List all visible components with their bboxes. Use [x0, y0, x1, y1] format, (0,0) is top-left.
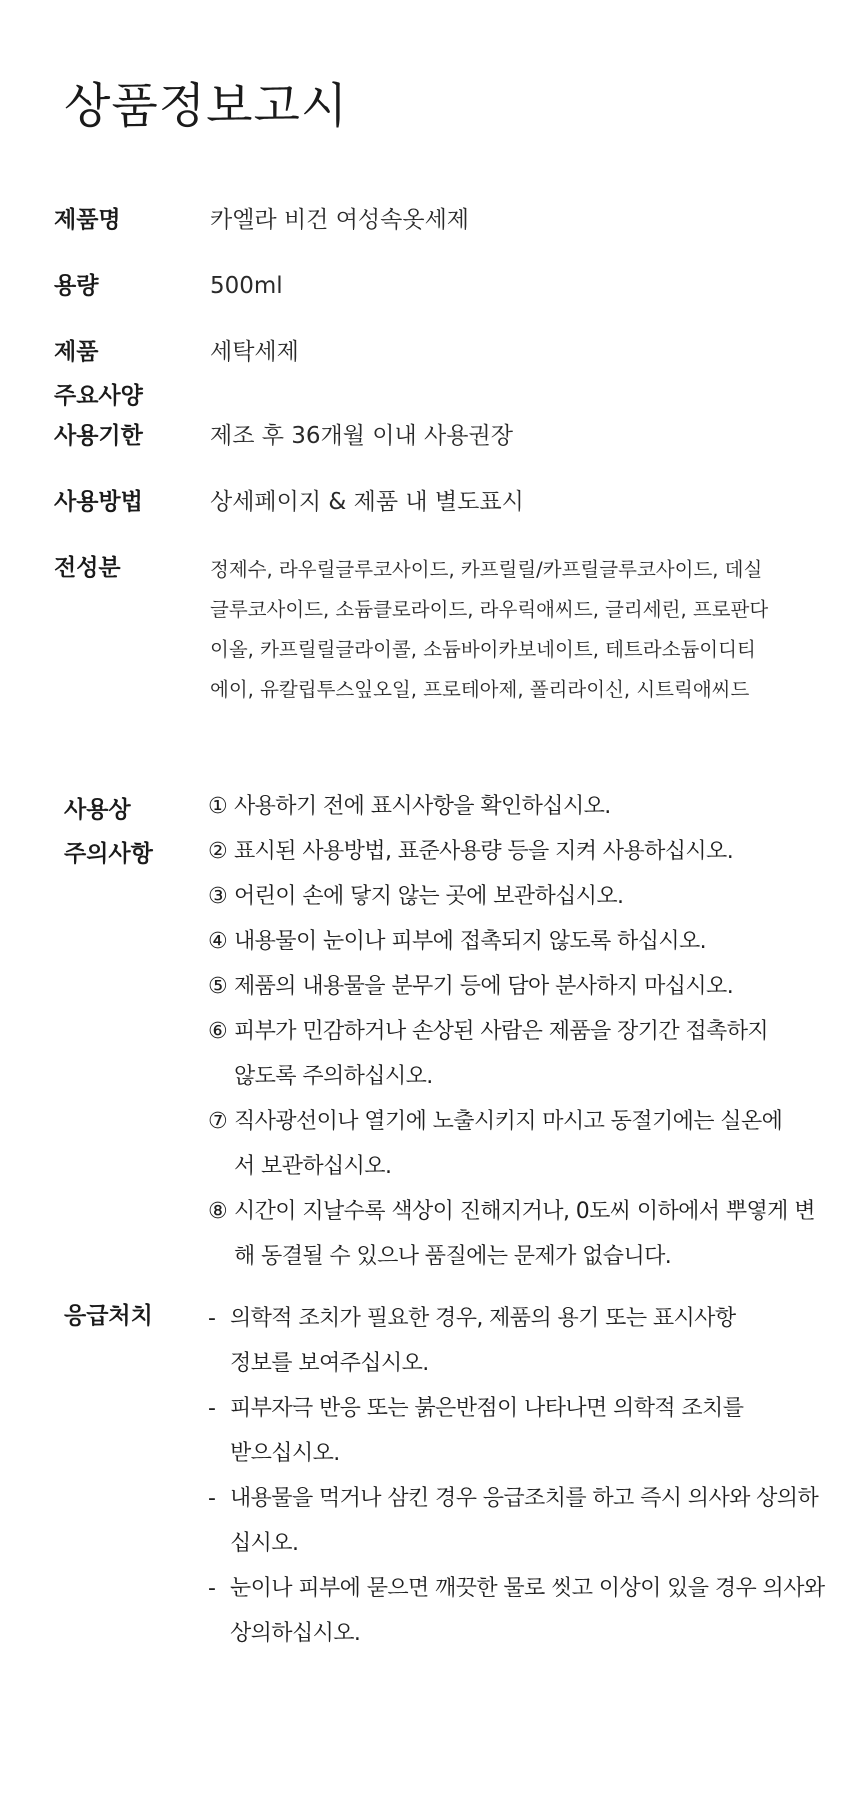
- spec-value: 제조 후 36개월 이내 사용권장: [210, 423, 513, 449]
- page-title: 상품정보고시: [64, 78, 349, 134]
- caution-text: 직사광선이나 열기에 노출시키지 마시고 동절기에는 실온에서 보관하십시오.: [234, 1109, 783, 1179]
- first-aid-list: [208, 1296, 828, 1656]
- first-aid-item: [208, 1386, 750, 1476]
- caution-number: ⑤: [208, 974, 228, 999]
- caution-list: [208, 784, 828, 1279]
- caution-item: [208, 874, 828, 919]
- caution-number: ④: [208, 929, 228, 954]
- dash-bullet: -: [208, 1396, 216, 1421]
- caution-number: ⑧: [208, 1199, 228, 1224]
- caution-text: 피부가 민감하거나 손상된 사람은 제품을 장기간 접촉하지 않도록 주의하십시오.: [234, 1019, 769, 1089]
- first-aid-item: [208, 1566, 830, 1656]
- spec-label: 제품명: [54, 207, 121, 233]
- caution-item: [208, 964, 828, 1009]
- spec-label: 사용방법: [54, 489, 143, 515]
- caution-item: [208, 1189, 824, 1279]
- first-aid-item: [208, 1476, 830, 1566]
- first-aid-text: 피부자극 반응 또는 붉은반점이 나타나면 의학적 조치를 받으십시오.: [230, 1396, 744, 1466]
- caution-item: [208, 919, 828, 964]
- caution-text: 표시된 사용방법, 표준사용량 등을 지켜 사용하십시오.: [234, 839, 734, 864]
- first-aid-item: [208, 1296, 750, 1386]
- dash-bullet: -: [208, 1486, 216, 1511]
- spec-value: 500ml: [210, 273, 283, 299]
- caution-item: [208, 1099, 794, 1189]
- caution-number: ②: [208, 839, 228, 864]
- first-aid-text: 눈이나 피부에 묻으면 깨끗한 물로 씻고 이상이 있을 경우 의사와 상의하십시오.: [230, 1576, 825, 1646]
- caution-label: 사용상 주의사항: [64, 797, 153, 867]
- spec-value: 카엘라 비건 여성속옷세제: [210, 207, 470, 233]
- caution-text: 사용하기 전에 표시사항을 확인하십시오.: [234, 794, 611, 819]
- spec-label: 전성분: [54, 555, 121, 581]
- caution-text: 제품의 내용물을 분무기 등에 담아 분사하지 마십시오.: [234, 974, 734, 999]
- first-aid-text: 의학적 조치가 필요한 경우, 제품의 용기 또는 표시사항 정보를 보여주십시오.: [230, 1306, 736, 1376]
- dash-bullet: -: [208, 1306, 216, 1331]
- caution-item: [208, 1009, 794, 1099]
- caution-number: ①: [208, 794, 228, 819]
- caution-number: ⑥: [208, 1019, 228, 1044]
- caution-text: 시간이 지날수록 색상이 진해지거나, 0도씨 이하에서 뿌옇게 변해 동결될 수 있으나 품질에는 문제가 없습니다.: [234, 1199, 815, 1269]
- ingredients-text: 정제수, 라우릴글루코사이드, 카프릴릴/카프릴글루코사이드, 데실글루코사이드, 소듐클로라이드, 라우릭애씨드, 글리세린, 프로판다이올, 카프릴릴글라이콜, 소듐바이카보네이트, 테트라소듐이디티에이, 유칼립투스잎오일, 프로테아제, 폴리라이신, 시트릭애씨드: [210, 558, 769, 701]
- caution-item: [208, 784, 828, 829]
- spec-value: 세탁세제: [210, 339, 299, 365]
- first-aid-text: 내용물을 먹거나 삼킨 경우 응급조치를 하고 즉시 의사와 상의하십시오.: [230, 1486, 819, 1556]
- spec-label: 사용기한: [54, 423, 143, 449]
- dash-bullet: -: [208, 1576, 216, 1601]
- caution-item: [208, 829, 828, 874]
- caution-number: ⑦: [208, 1109, 228, 1134]
- spec-label: 제품 주요사양: [54, 339, 143, 409]
- spec-value: 상세페이지 & 제품 내 별도표시: [210, 489, 524, 515]
- caution-number: ③: [208, 884, 228, 909]
- caution-text: 내용물이 눈이나 피부에 접촉되지 않도록 하십시오.: [234, 929, 707, 954]
- spec-label: 용량: [54, 273, 99, 299]
- first-aid-label: 응급처치: [64, 1303, 153, 1329]
- caution-text: 어린이 손에 닿지 않는 곳에 보관하십시오.: [234, 884, 624, 909]
